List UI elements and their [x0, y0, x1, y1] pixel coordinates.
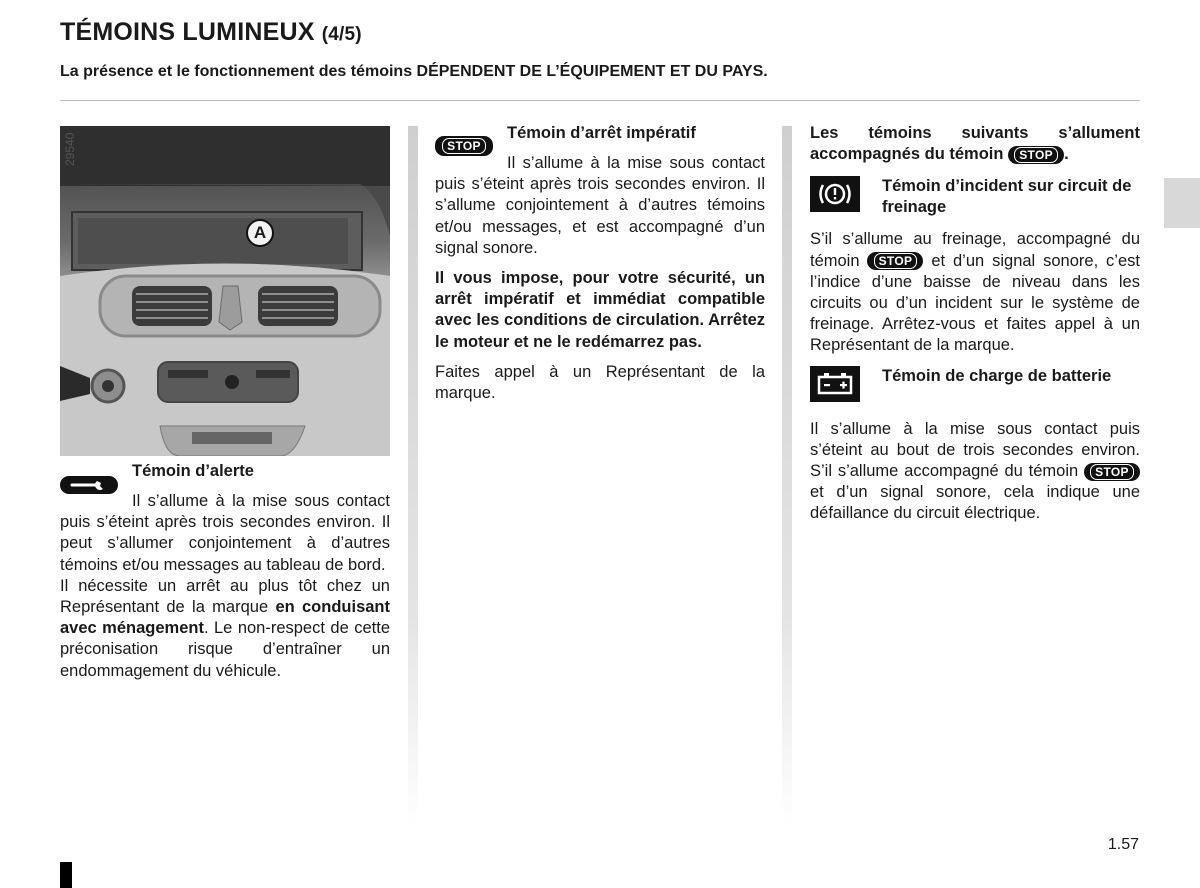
stop-group-intro: Les témoins suivants s’allument accompagnés du témoin STOP .: [810, 124, 1140, 164]
stop-text: Il s’allume à la mise sous contact puis s’éteint après trois secondes environ. Il s’allume conjointement à d’autres témoins et/ou messages, et est accompagné d’un signal sonore.: [435, 154, 765, 257]
battery-text: Il s’allume à la mise sous contact puis s’éteint au bout de trois secondes environ. S’il s’allume accompagné du témoin STOP et d’un signal sonore, cela indique une défaillance du circuit électrique.: [810, 419, 1140, 523]
battery-block: [810, 366, 1140, 410]
stop-advice: Faites appel à un Représentant de la marque.: [435, 362, 765, 403]
column-1: [60, 461, 390, 682]
callout-a: A: [246, 219, 274, 247]
page-number: 1.57: [1107, 836, 1139, 853]
column-3: [810, 123, 1140, 525]
column-separator: [782, 126, 792, 826]
page-marker: [60, 862, 72, 888]
brake-text: S’il s’allume au freinage, accompagné du témoin STOP et d’un signal sonore, c’est l’indice d’une baisse de niveau dans les circuits ou d’un incident sur le système de freinage. Arrêtez-vous et faites appel à un Représentant de la marque.: [810, 230, 1140, 355]
stop-icon: STOP: [1084, 463, 1140, 481]
page-title: TÉMOINS LUMINEUX (4/5): [60, 18, 362, 46]
dashboard-photo: [60, 126, 390, 456]
svg-text:29540: 29540: [63, 132, 77, 166]
battery-icon: [810, 366, 860, 402]
stop-icon: STOP: [435, 136, 493, 156]
intro-text: La présence et le fonctionnement des témoins DÉPENDENT DE L’ÉQUIPEMENT ET DU PAYS.: [60, 63, 768, 80]
dashboard-illustration: [60, 126, 390, 456]
header-divider: [60, 100, 1140, 101]
column-separator: [408, 126, 418, 826]
warning-text: Il s’allume à la mise sous contact puis s’éteint après trois secondes environ. Il peut s’allumer conjointement à d’autres témoins et/ou messages au tableau de bord.: [60, 492, 390, 574]
battery-heading: Témoin de charge de batterie: [882, 366, 1112, 385]
stop-heading: Témoin d’arrêt impératif: [507, 124, 696, 142]
stop-icon: STOP: [1008, 146, 1064, 164]
brake-warning-block: [810, 176, 1140, 220]
stop-icon: STOP: [867, 252, 923, 270]
brake-warning-icon: [810, 176, 860, 212]
stop-warning: Il vous impose, pour votre sécurité, un arrêt impératif et immédiat compatible avec les conditions de circulation. Arrêtez le moteur et ne le redémarrez pas.: [435, 269, 765, 351]
warning-heading: Témoin d’alerte: [132, 462, 254, 480]
wrench-icon: [60, 476, 118, 494]
column-2: [435, 123, 765, 404]
section-tab: [1164, 178, 1200, 228]
brake-heading: Témoin d’incident sur circuit de freinage: [882, 177, 1132, 217]
warning-advice: Il nécessite un arrêt au plus tôt chez un Représentant de la marque en conduisant avec ménagement. Le non-respect de cette préconisation risque d’entraîner un endommagement du véhicule.: [60, 576, 391, 680]
